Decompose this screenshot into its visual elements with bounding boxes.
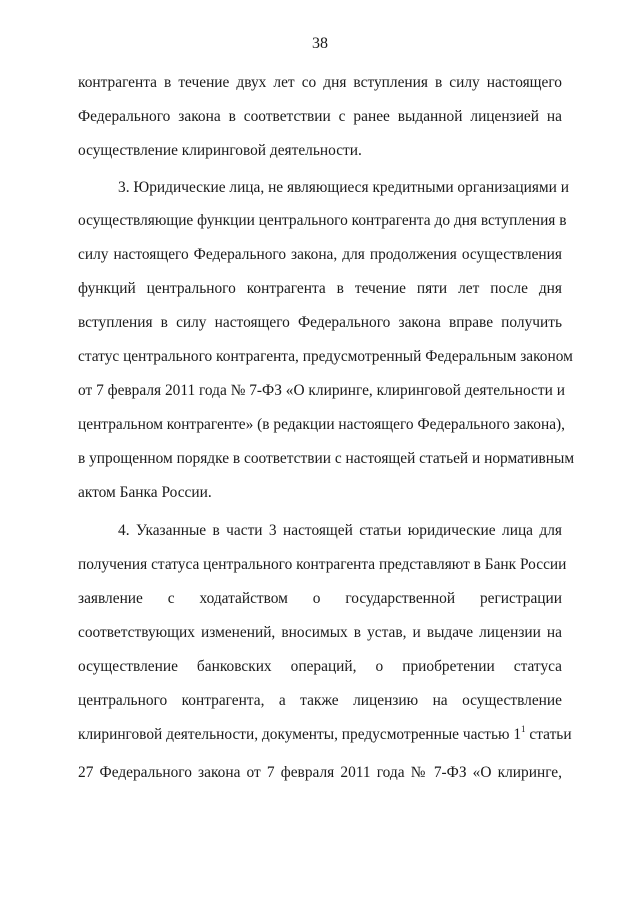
text-line: центрального контрагента, а также лицензию на осуществление (78, 692, 562, 709)
text-line: актом Банка России. (78, 484, 212, 501)
text-line: вступления в силу настоящего Федерального закона вправе получить (78, 314, 562, 331)
text-line: центральном контрагенте» (в редакции настоящего Федерального закона), (78, 416, 566, 433)
text-line: функций центрального контрагента в течение пяти лет после дня (78, 280, 562, 297)
text-line (78, 724, 572, 745)
text-line: 4. Указанные в части 3 настоящей статьи юридические лица для (118, 522, 562, 539)
text-line: 3. Юридические лица, не являющиеся кредитными организациями и (118, 179, 569, 196)
text-line: 27 Федерального закона от 7 февраля 2011 года № 7-ФЗ «О клиринге, (78, 764, 562, 781)
text-line: статус центрального контрагента, предусмотренный Федеральным законом (78, 348, 573, 365)
text-line: осуществляющие функции центрального контрагента до дня вступления в (78, 212, 567, 229)
text-line-part: клиринговой деятельности, документы, предусмотренные частью 1 (78, 726, 522, 743)
text-line-part: статьи (525, 726, 572, 743)
page-number: 38 (312, 35, 328, 52)
text-line: осуществление клиринговой деятельности. (78, 142, 362, 159)
text-line: заявление с ходатайством о государственной регистрации (78, 590, 562, 607)
text-line: получения статуса центрального контрагента представляют в Банк России (78, 556, 567, 573)
text-line: контрагента в течение двух лет со дня вступления в силу настоящего (78, 74, 562, 91)
text-line: осуществление банковских операций, о приобретении статуса (78, 658, 562, 675)
text-line: Федерального закона в соответствии с ранее выданной лицензией на (78, 108, 562, 125)
text-line: от 7 февраля 2011 года № 7-ФЗ «О клиринге, клиринговой деятельности и (78, 382, 565, 399)
superscript: 1 (521, 724, 526, 734)
text-line: силу настоящего Федерального закона, для продолжения осуществления (78, 246, 562, 263)
text-line: в упрощенном порядке в соответствии с настоящей статьей и нормативным (78, 450, 575, 467)
text-line: соответствующих изменений, вносимых в устав, и выдаче лицензии на (78, 624, 562, 641)
